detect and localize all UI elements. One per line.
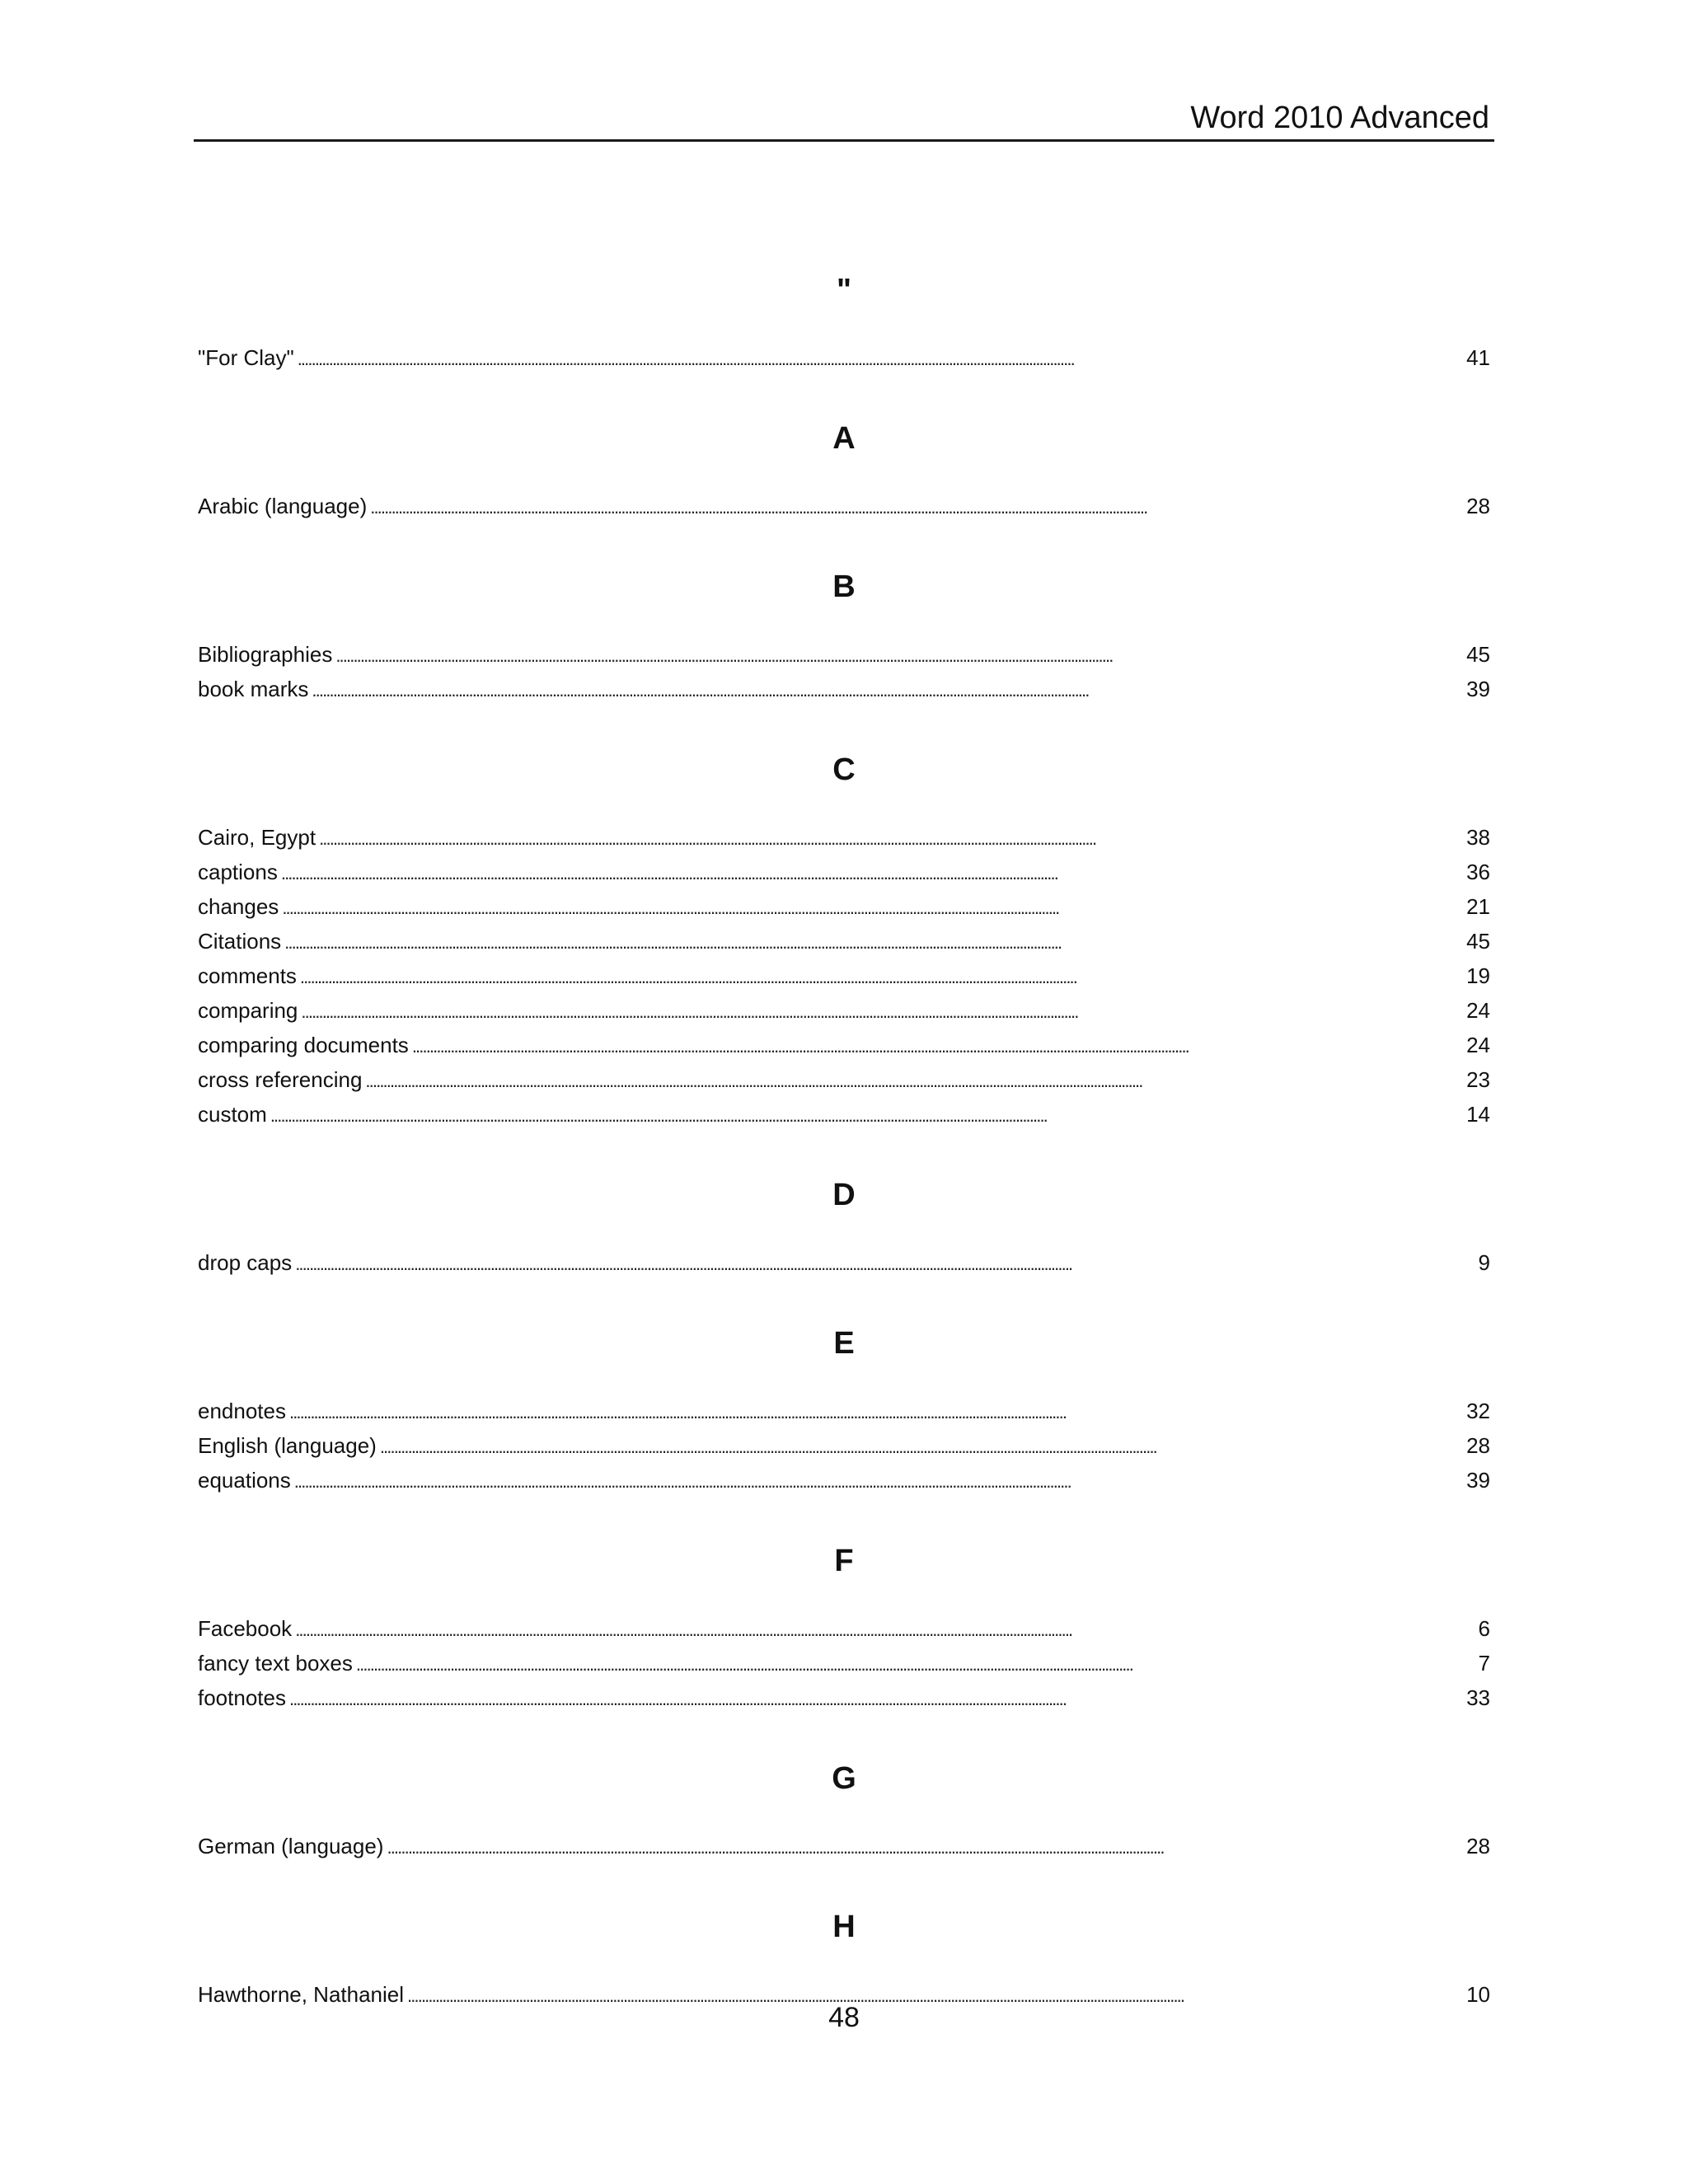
index-page-number: 14 [1463, 1097, 1490, 1132]
index-term: custom [198, 1097, 270, 1132]
section-letter-heading: D [832, 1178, 856, 1212]
dot-leader [289, 1682, 1463, 1715]
index-entry [198, 1680, 1490, 1715]
index-term: German (language) [198, 1829, 387, 1863]
index-page-number: 28 [1463, 489, 1490, 523]
index-term: Facebook [198, 1611, 295, 1646]
dot-leader [387, 1830, 1463, 1863]
index-entry [198, 1829, 1490, 1863]
index-entry [198, 340, 1490, 375]
index-entry [198, 1097, 1490, 1132]
dot-leader [380, 1430, 1463, 1463]
section-letter-heading: F [834, 1544, 854, 1578]
index-entry [198, 993, 1490, 1028]
dot-leader [301, 995, 1463, 1028]
index-page-number: 45 [1463, 637, 1490, 672]
dot-leader [312, 673, 1463, 706]
index-page-number: 32 [1463, 1394, 1490, 1428]
index-page-number: 10 [1463, 1977, 1490, 2012]
index-entry [198, 672, 1490, 706]
index-entry [198, 1245, 1490, 1280]
index-entry [198, 958, 1490, 993]
index-page-number: 39 [1463, 672, 1490, 706]
index-term: comparing [198, 993, 301, 1028]
index-entry [198, 1463, 1490, 1497]
index-page-number: 7 [1475, 1646, 1490, 1680]
index-entry [198, 889, 1490, 924]
index-page-number: 39 [1463, 1463, 1490, 1497]
index-term: Arabic (language) [198, 489, 370, 523]
dot-leader [270, 1099, 1463, 1132]
index-section [198, 1166, 1490, 1315]
dot-leader [295, 1247, 1475, 1280]
section-gap [198, 1280, 1490, 1315]
heading-spacer [198, 1590, 1490, 1611]
index-term: "For Clay" [198, 340, 298, 375]
index-page-number: 28 [1463, 1829, 1490, 1863]
index-entry [198, 924, 1490, 958]
index-entry [198, 820, 1490, 855]
dot-leader [300, 960, 1463, 993]
section-letter-heading: C [832, 752, 856, 787]
index-term: endnotes [198, 1394, 289, 1428]
section-letter-heading: " [836, 273, 852, 307]
heading-spacer [198, 1807, 1490, 1829]
index-term: English (language) [198, 1428, 380, 1463]
dot-leader [319, 822, 1463, 855]
index-entry [198, 1028, 1490, 1062]
heading-spacer [198, 1956, 1490, 1977]
index-section [198, 558, 1490, 741]
section-gap [198, 1497, 1490, 1532]
section-letter-heading: E [833, 1326, 855, 1361]
index-entry [198, 1611, 1490, 1646]
index-page-number: 28 [1463, 1428, 1490, 1463]
dot-leader [294, 1465, 1463, 1497]
index-entry [198, 1394, 1490, 1428]
index-term: footnotes [198, 1680, 289, 1715]
index-section [198, 1898, 1490, 2012]
index-term: Hawthorne, Nathaniel [198, 1977, 407, 2012]
section-gap [198, 706, 1490, 741]
index-term: comparing documents [198, 1028, 412, 1062]
dot-leader [365, 1064, 1463, 1097]
index-term: cross referencing [198, 1062, 365, 1097]
index-page-number: 6 [1475, 1611, 1490, 1646]
page-header [194, 99, 1494, 142]
section-gap [198, 375, 1490, 410]
section-gap [198, 1132, 1490, 1166]
heading-spacer [198, 467, 1490, 489]
heading-spacer [198, 1372, 1490, 1394]
index-page-number: 38 [1463, 820, 1490, 855]
index-entry [198, 637, 1490, 672]
section-gap [198, 1863, 1490, 1898]
index-entry [198, 489, 1490, 523]
index-entry [198, 855, 1490, 889]
dot-leader [356, 1647, 1475, 1680]
index-term: comments [198, 958, 300, 993]
index-term: changes [198, 889, 282, 924]
index-term: Bibliographies [198, 637, 335, 672]
index-entry [198, 1062, 1490, 1097]
heading-spacer [198, 319, 1490, 340]
index-page-number: 23 [1463, 1062, 1490, 1097]
section-letter-heading: B [832, 569, 856, 604]
section-gap [198, 523, 1490, 558]
dot-leader [289, 1395, 1463, 1428]
index-section [198, 1532, 1490, 1750]
dot-leader [284, 926, 1463, 958]
dot-leader [335, 639, 1463, 672]
page-number: 48 [828, 2002, 860, 2033]
section-letter-heading: H [832, 1910, 856, 1944]
index-page-number: 24 [1463, 993, 1490, 1028]
index-list [198, 261, 1490, 2012]
index-section [198, 410, 1490, 558]
index-term: equations [198, 1463, 294, 1497]
index-page-number: 19 [1463, 958, 1490, 993]
index-page-number: 36 [1463, 855, 1490, 889]
dot-leader [282, 891, 1463, 924]
index-section [198, 1750, 1490, 1898]
index-term: fancy text boxes [198, 1646, 356, 1680]
header-title: Word 2010 Advanced [1190, 101, 1489, 135]
section-letter-heading: A [832, 421, 856, 456]
index-section [198, 261, 1490, 410]
dot-leader [295, 1613, 1475, 1646]
index-page-number: 21 [1463, 889, 1490, 924]
index-page-number: 45 [1463, 924, 1490, 958]
index-section [198, 741, 1490, 1166]
heading-spacer [198, 1224, 1490, 1245]
dot-leader [370, 490, 1463, 523]
dot-leader [281, 856, 1463, 889]
index-section [198, 1315, 1490, 1532]
index-term: Cairo, Egypt [198, 820, 319, 855]
dot-leader [412, 1029, 1463, 1062]
index-page-number: 33 [1463, 1680, 1490, 1715]
section-gap [198, 1715, 1490, 1750]
index-page-number: 9 [1475, 1245, 1490, 1280]
index-term: book marks [198, 672, 312, 706]
index-term: Citations [198, 924, 284, 958]
heading-spacer [198, 799, 1490, 820]
index-term: drop caps [198, 1245, 295, 1280]
index-entry [198, 1428, 1490, 1463]
index-page-number: 41 [1463, 340, 1490, 375]
index-term: captions [198, 855, 281, 889]
dot-leader [298, 342, 1463, 375]
index-page-number: 24 [1463, 1028, 1490, 1062]
index-entry [198, 1646, 1490, 1680]
heading-spacer [198, 616, 1490, 637]
section-letter-heading: G [832, 1761, 856, 1796]
